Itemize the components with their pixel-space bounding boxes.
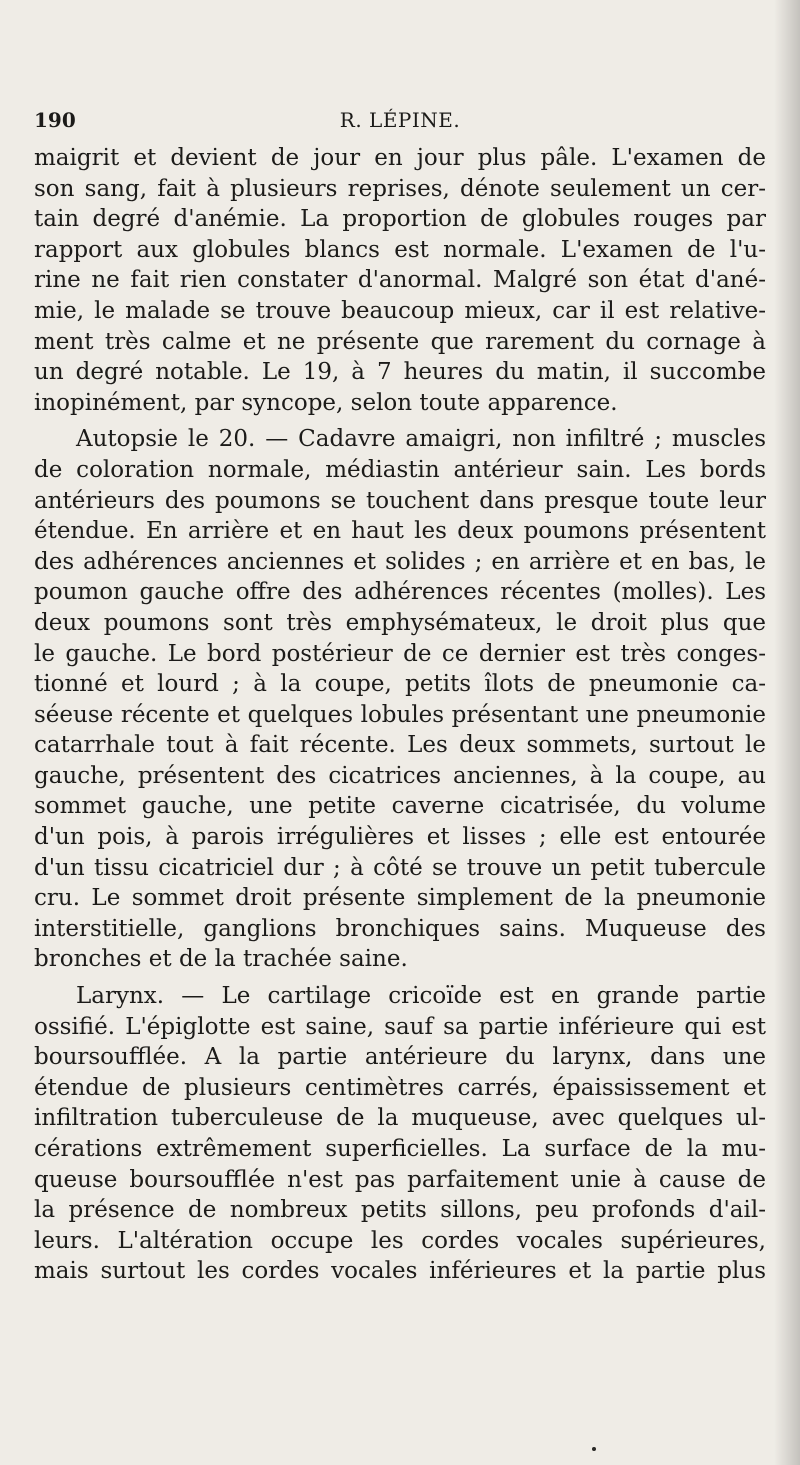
- text-line: de coloration normale, médiastin antérieur sain. Les bords: [34, 456, 766, 483]
- text-line: infiltration tuberculeuse de la muqueuse, avec quelques ul-: [34, 1105, 766, 1132]
- text-line: mais surtout les cordes vocales inférieures et la partie plus: [34, 1258, 766, 1285]
- paragraph-autopsie: [34, 424, 766, 975]
- text-line: rine ne fait rien constater d'anormal. Malgré son état d'ané-: [34, 267, 766, 294]
- text-line: le gauche. Le bord postérieur de ce dernier est très conges-: [34, 640, 766, 667]
- page-header: [34, 104, 766, 136]
- text-line: deux poumons sont très emphysémateux, le droit plus que: [34, 609, 766, 636]
- ink-dot: [592, 1447, 596, 1451]
- running-head: R. LÉPINE.: [339, 108, 461, 132]
- text-line: tain degré d'anémie. La proportion de globules rouges par: [34, 206, 766, 233]
- text-line: maigrit et devient de jour en jour plus pâle. L'examen de: [34, 145, 766, 171]
- text-line: étendue de plusieurs centimètres carrés, épaississement et: [34, 1074, 766, 1101]
- page-edge-shadow: [774, 0, 800, 1465]
- text-line: catarrhale tout à fait récente. Les deux sommets, surtout le: [34, 732, 766, 759]
- text-line: interstitielle, ganglions bronchiques sains. Muqueuse des: [34, 915, 766, 942]
- text-line: ment très calme et ne présente que rarement du cornage à: [34, 328, 766, 355]
- text-line: un degré notable. Le 19, à 7 heures du matin, il succombe: [34, 359, 766, 386]
- text-line: cérations extrêmement superficielles. La surface de la mu-: [34, 1136, 766, 1162]
- text-line: des adhérences anciennes et solides ; en arrière et en bas, le: [34, 548, 766, 575]
- paragraph-larynx: [34, 981, 766, 1287]
- text-line: la présence de nombreux petits sillons, peu profonds d'ail-: [34, 1197, 766, 1224]
- text-line: queuse boursoufflée n'est pas parfaitement unie à cause de: [34, 1166, 766, 1193]
- text-line: antérieurs des poumons se touchent dans presque toute leur: [34, 487, 766, 514]
- text-line: rapport aux globules blancs est normale. L'examen de l'u-: [34, 236, 766, 263]
- text-line: inopinément, par syncope, selon toute apparence.: [34, 389, 618, 416]
- page-number: 190: [34, 108, 76, 132]
- text-line: mie, le malade se trouve beaucoup mieux, car il est relative-: [34, 297, 766, 324]
- text-line: sommet gauche, une petite caverne cicatrisée, du volume: [34, 793, 766, 820]
- text-line: Autopsie le 20. — Cadavre amaigri, non infiltré ; muscles: [76, 426, 766, 453]
- text-line: boursoufflée. A la partie antérieure du larynx, dans une: [34, 1044, 766, 1071]
- text-line: d'un pois, à parois irrégulières et lisses ; elle est entourée: [34, 824, 766, 851]
- text-line: tionné et lourd ; à la coupe, petits îlots de pneumonie ca-: [34, 671, 766, 698]
- text-line: étendue. En arrière et en haut les deux poumons présentent: [34, 518, 766, 545]
- text-line: cru. Le sommet droit présente simplement de la pneumonie: [34, 885, 766, 912]
- text-line: poumon gauche offre des adhérences récentes (molles). Les: [34, 579, 766, 606]
- text-line: Larynx. — Le cartilage cricoïde est en grande partie: [76, 983, 766, 1010]
- text-line: gauche, présentent des cicatrices anciennes, à la coupe, au: [34, 762, 766, 789]
- paragraph-1: [34, 143, 766, 418]
- text-line: ossifié. L'épiglotte est saine, sauf sa partie inférieure qui est: [34, 1013, 766, 1040]
- text-line: séeuse récente et quelques lobules présentant une pneumonie: [34, 701, 766, 728]
- body-text: [34, 143, 766, 1287]
- text-line: son sang, fait à plusieurs reprises, dénote seulement un cer-: [34, 175, 766, 202]
- text-line: leurs. L'altération occupe les cordes vocales supérieures,: [34, 1227, 766, 1254]
- text-line: bronches et de la trachée saine.: [34, 946, 408, 973]
- text-line: d'un tissu cicatriciel dur ; à côté se trouve un petit tubercule: [34, 854, 766, 881]
